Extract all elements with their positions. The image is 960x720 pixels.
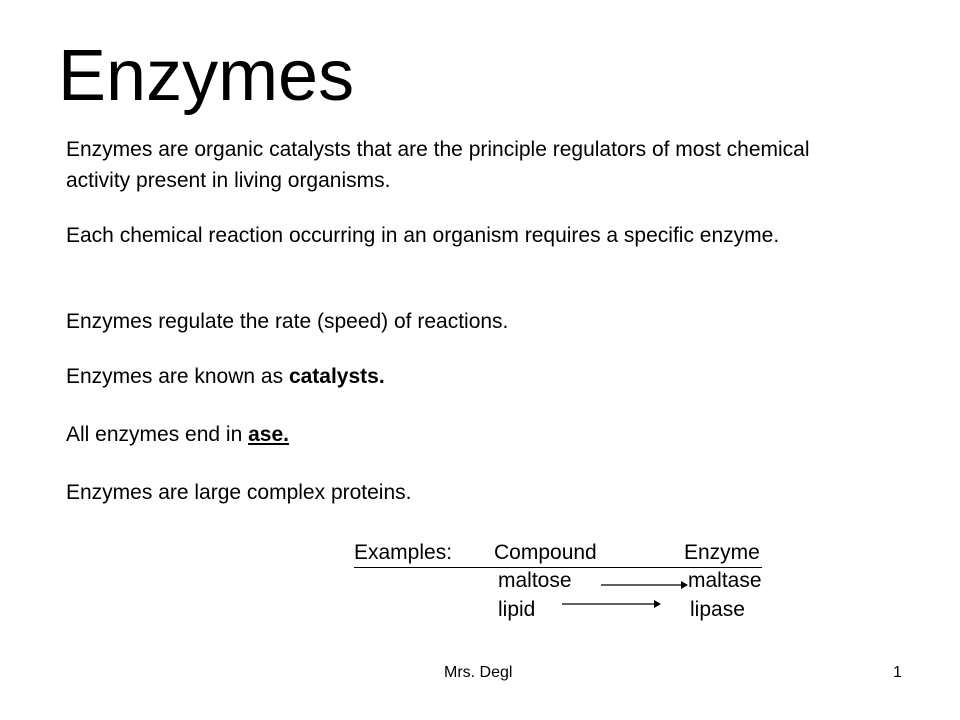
slide-title: Enzymes	[58, 36, 355, 116]
page-number: 1	[893, 664, 902, 681]
example-compound-lipid: lipid	[498, 598, 536, 621]
examples-header	[354, 539, 762, 568]
examples-label: Examples:	[354, 541, 453, 564]
paragraph-rate: Enzymes regulate the rate (speed) of reactions.	[66, 310, 509, 333]
arrow-icon	[562, 597, 662, 611]
paragraph-definition: Enzymes are organic catalysts that are the principle regulators of most chemical activity present in living organisms.	[66, 138, 810, 192]
paragraph-proteins: Enzymes are large complex proteins.	[66, 481, 412, 504]
compound-header: Compound	[494, 541, 597, 564]
footer-author: Mrs. Degl	[444, 664, 513, 681]
paragraph-catalysts	[66, 361, 846, 392]
example-enzyme-lipase: lipase	[690, 598, 745, 621]
paragraph-catalysts-prefix: Enzymes are known as	[66, 365, 289, 388]
enzyme-header: Enzyme	[684, 541, 760, 564]
paragraph-ase-prefix: All enzymes end in	[66, 423, 249, 446]
paragraph-specific-enzyme: Each chemical reaction occurring in an organism requires a specific enzyme.	[66, 224, 780, 247]
arrow-icon	[601, 578, 689, 592]
example-compound-maltose: maltose	[498, 569, 572, 592]
ase-term: ase.	[248, 423, 289, 446]
catalysts-term: catalysts.	[288, 365, 385, 388]
paragraph-ase	[66, 419, 846, 450]
example-enzyme-maltase: maltase	[688, 569, 762, 592]
